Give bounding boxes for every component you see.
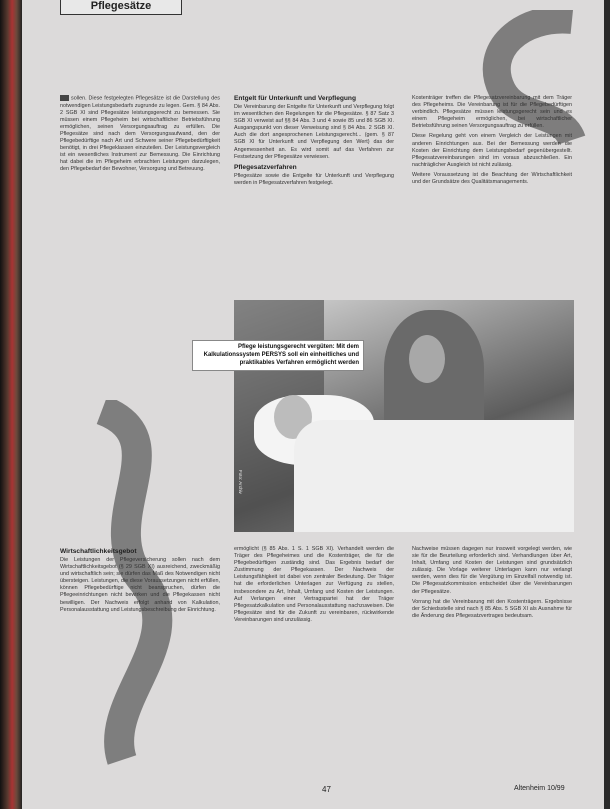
heading-pflegesatzverfahren: Pflegesatzverfahren: [234, 163, 297, 171]
paragraph: sollen. Diese festgelegten Pflegesätze ist die Darstellung des notwendigen Leistungsbedarfs zugrunde zu legen. Gem. § 84 Abs. 2 SGB XI sind Pflegesätze leistungsgerecht zu bemessen. Sie müssen einem Pflegeheim bei wirtschaftlicher Betriebsführung ermöglichen, seinen Versorgungsauftrag zu erfüllen. Die Pflegesätze sind nach dem Versorgungsaufwand, den der Pflegebedürftige nach Art und Schwere seiner Pflegebedürftigkeit benötigt, in drei Pflegeklassen einzuteilen. Der Leistungsvergleich ist ein wesentliches Instrument zur Bemessung. Die Einrichtung hat dabei die im Pflegeheim erbrachten Leistungen darzulegen, den Pflegebedarf der Bewohner, Versorgung und Betreuung.: [60, 95, 220, 173]
paragraph: Vorrang hat die Vereinbarung mit den Kostenträgern. Ergebnisse der Schiedsstelle sind nach § 85 Abs. 5 SGB XI als Ausnahme für die Änderung des Pflegesatzvertrages bedeutsam.: [412, 598, 572, 619]
text-column-1: [60, 95, 220, 176]
magazine-issue: Altenheim 10/99: [514, 785, 565, 792]
paragraph: Kostenträger treffen die Pflegesatzvereinbarung mit dem Träger des Pflegeheims. Die Vereinbarung ist für die Pflegebedürftigen verbindlich. Pflegesätze müssen leistungsgerecht sein und es einem Pflegeheim ermöglichen, bei wirtschaftlicher Betriebsführung seinen Versorgungsauftrag zu erfüllen.: [412, 95, 572, 130]
photo-bed: [294, 420, 574, 532]
text-column-3b: [412, 546, 572, 623]
text-column-2b: [234, 546, 394, 627]
text-column-3: [412, 95, 572, 189]
paragraph: Diese Regelung geht von einem Vergleich der Leistungen mit anderen Einrichtungen aus. Bei der Bemessung werden die Kosten der Einrichtung dem Leistungsbedarf gegenübergestellt. Pflegesatzvereinbarungen sind im voraus abzuschließen. Ein nachträglicher Ausgleich ist nicht zulässig.: [412, 133, 572, 168]
section-header-tab: Pflegesätze: [60, 0, 182, 15]
bullet-square-icon: [60, 95, 69, 101]
paragraph: Weitere Voraussetzung ist die Beachtung der Wirtschaftlichkeit und der Grundsätze des Qualitätsmanagements.: [412, 171, 572, 186]
book-binding: [0, 0, 22, 809]
page-number: 47: [322, 785, 331, 794]
heading-entgelt: Entgelt für Unterkunft und Verpflegung: [234, 95, 356, 102]
paragraph: Die Leistungen der Pflegeversicherung sollen nach dem Wirtschaftlichkeitsgebot (§ 29 SGB XI) ausreichend, zweckmäßig und wirtschaftlich sein; sie dürfen das Maß des Notwendigen nicht übersteigen. Leistungen, die diese Voraussetzungen nicht erfüllen, können Pflegebedürftige nicht beanspruchen, dürfen die Pflegeeinrichtungen nicht bewirken und die Pflegekassen nicht bewilligen. Der Nachweis erfolgt anhand von Kalkulation, Personalausstattung und Leistungsbeschreibung der Einrichtung.: [60, 557, 220, 613]
text-column-2: [234, 95, 394, 190]
nursing-photo: [234, 300, 574, 532]
paragraph: ermöglicht (§ 85 Abs. 1 S. 1 SGB XI). Verhandelt werden die Träger des Pflegeheimes und die Kostenträger, die für die Pflegebedürftigen zuständig sind. Das Ergebnis bedarf der Zustimmung der Pflegekassen. Der Nachweis der Leistungsfähigkeit ist dabei von zentraler Bedeutung. Der Träger hat die erforderlichen Unterlagen zur Verfügung zu stellen, insbesondere zu Art, Inhalt, Umfang und Kosten der Leistungen. Auf Verlangen einer Vertragspartei hat der Träger Pflegesatzkalkulation und Personalausstattung nachzuweisen. Die Pflegesätze sind für die Zukunft zu vereinbaren, rückwirkende Vereinbarungen sind unzulässig.: [234, 546, 394, 623]
paragraph: Die Vereinbarung der Entgelte für Unterkunft und Verpflegung folgt im wesentlichen den Regelungen für die Pflegesätze. § 87 Satz 3 SGB XI verweist auf §§ 84 Abs. 3 und 4 sowie 85 und 86 SGB XI. Ausgangspunkt von dieser Verweisung sind § 84 Abs. 2 SGB XI. Auch die dort angesprochenen Leistungsgerecht... (gem. § 87 SGB XI für Unterkunft und Verpflegung den Wert) das der Angemessenheit an. Es wird somit auf das Verfahren zur Festsetzung der Pflegesätze verwiesen.: [234, 104, 394, 160]
text-column-1b: [60, 548, 220, 617]
paragraph: Pflegesätze sowie die Entgelte für Unterkunft und Verpflegung werden in Pflegesatzverfahren festgelegt.: [234, 172, 394, 186]
paragraph: Nachweise müssen dagegen nur insoweit vorgelegt werden, wie sie für die Beurteilung erforderlich sind. Verhandlungen über Art, Inhalt, Umfang und Kosten der Leistungen sind grundsätzlich zulässig. Die Vorlage weiterer Unterlagen kann nur verlangt werden, wenn dies für die Vergütung im Einzelfall notwendig ist. Die Pflegesatzkommission entscheidet über die Vereinbarungen der Pflegesätze.: [412, 546, 572, 595]
photo-caption: Pflege leistungsgerecht vergüten: Mit dem Kalkulationssystem PERSYS soll ein einheitliches und praktikables Verfahren ermöglicht werden: [192, 340, 364, 371]
photo-credit: Foto: Archiv: [238, 470, 243, 494]
photo-nurse-face: [409, 335, 445, 383]
heading-wirtschaftlichkeit: Wirtschaftlichkeitsgebot: [60, 548, 137, 555]
magazine-page: [22, 0, 604, 809]
